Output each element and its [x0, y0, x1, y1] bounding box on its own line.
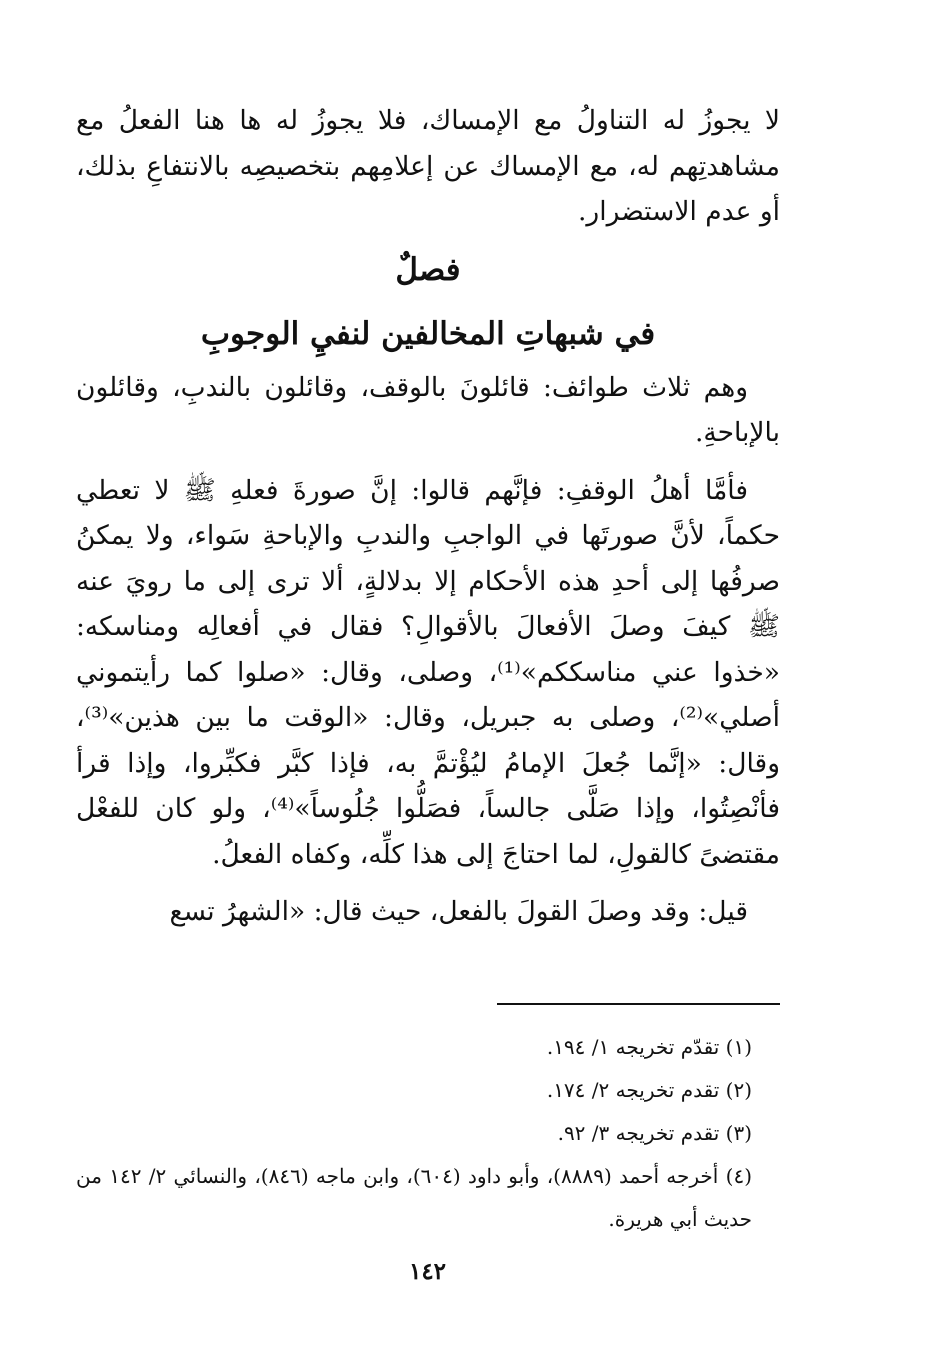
footnote-divider [497, 1003, 780, 1005]
footnote-1: (١) تقدّم تخريجه ١/ ١٩٤. [546, 1035, 752, 1059]
waqf-paragraph: فأمَّا أهلُ الوقفِ: فإنَّهم قالوا: إنَّ صورةَ فعلهِ ﷺ لا تعطي حكماً، لأنَّ صورتَها في الواجبِ والندبِ والإباحةِ سَواء، ولا يمكنُ صرفُها إلى أحدِ هذه الأحكام إلا بدلالةٍ، ألا ترى إلى ما رويَ عنه ﷺ كيفَ وصلَ الأفعالَ بالأقوالِ؟ فقال في أفعالِه ومناسكه: «خذوا عني مناسككم»⁽¹⁾، وصلى، وقال: «صلوا كما رأيتموني أصلي»⁽²⁾، وصلى به جبريل، وقال: «الوقت ما بين هذين»⁽³⁾، وقال: «إنَّما جُعلَ الإمامُ ليُؤْتمَّ به، فإذا كبَّر فكبِّروا، وإذا قرأ فأنْصِتُوا، وإذا صَلَّى جالساً، فصَلُّوا جُلُوساً»⁽⁴⁾، ولو كان للفعْل مقتضىً كالقولِ، لما احتاجَ إلى هذا كلِّه، وكفاه الفعلُ. [76, 474, 780, 870]
page-body [76, 98, 780, 935]
qil-paragraph: قيل: وقد وصلَ القولَ بالفعل، حيث قال: «الشهرُ تسع [169, 896, 748, 927]
section-heading: فصلٌ [395, 251, 461, 288]
footnotes [76, 1026, 780, 1241]
groups-paragraph: وهم ثلاث طوائف: قائلونَ بالوقف، وقائلون بالندبِ، وقائلون بالإباحةِ. [76, 371, 780, 448]
footnote-3: (٣) تقدم تخريجه ٣/ ٩٢. [557, 1121, 752, 1145]
intro-paragraph: لا يجوزُ له التناولُ مع الإمساك، فلا يجوزُ له ها هنا الفعلُ مع مشاهدتِهم له، مع الإمساك عن إعلامِهم بتخصيصِه بالانتفاعِ بذلك، أو عدم الاستضرار. [76, 105, 780, 227]
footnote-2: (٢) تقدم تخريجه ٢/ ١٧٤. [546, 1078, 752, 1102]
page-number: ١٤٢ [408, 1258, 447, 1285]
footnote-4: (٤) أخرجه أحمد (٨٨٨٩)، وأبو داود (٦٠٤)، وابن ماجه (٨٤٦)، والنسائي ٢/ ١٤٢ من حديث أبي هريرة. [76, 1164, 753, 1231]
section-subheading: في شبهاتِ المخالفين لنفيِ الوجوبِ [200, 315, 656, 352]
